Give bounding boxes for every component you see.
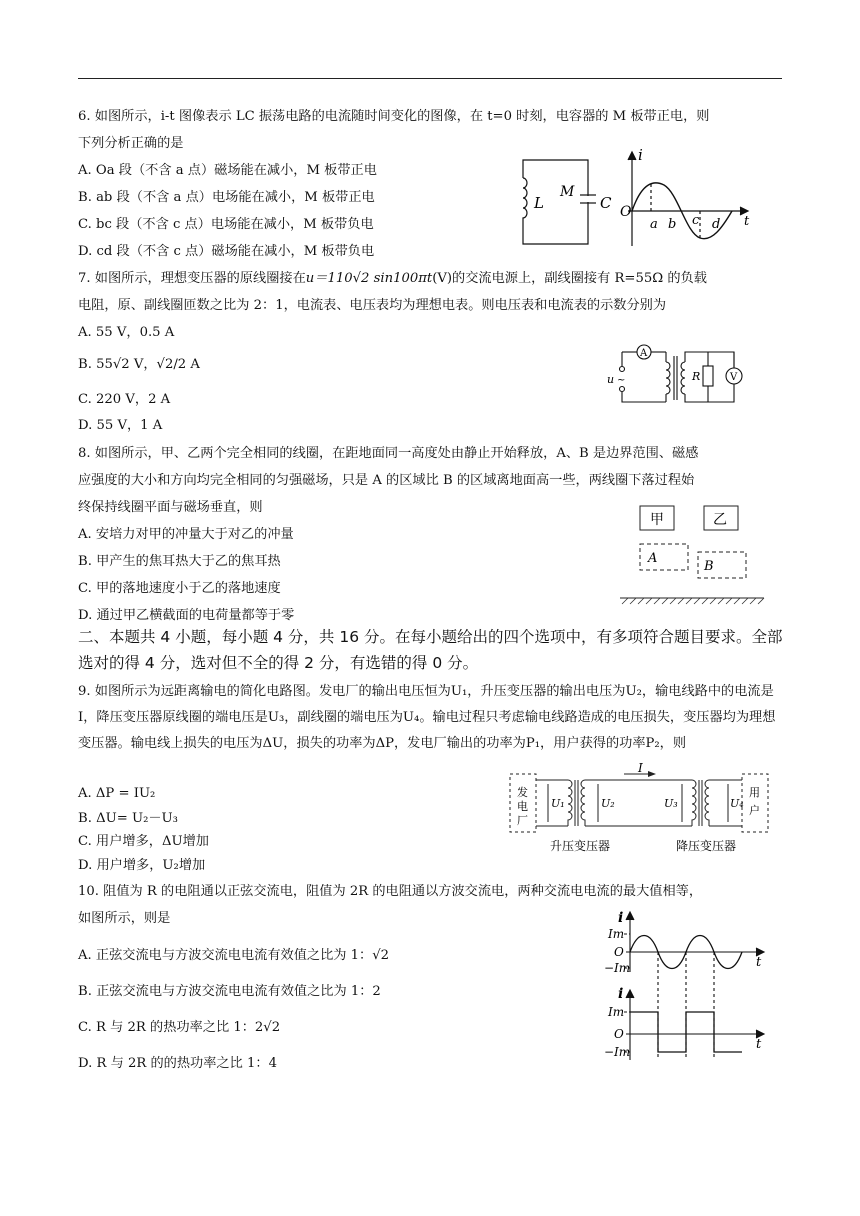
voltage-u4-label: U₄ [730,797,744,810]
sine-t-label: t [756,955,762,970]
q8-stem-line1: 8. 如图所示，甲、乙两个完全相同的线圈，在距地面同一高度处由静止开始释放，A、B 是边界范围、磁感 [78,446,699,461]
ammeter-label: A [640,348,648,359]
square-im-label: Im [608,1005,625,1019]
square-origin-label: O [614,1027,624,1041]
square-neg-im-label: −Im [604,1045,631,1059]
q6-figure [518,148,788,248]
sine-i-label: i [618,910,624,926]
section-2-heading [78,624,784,676]
sine-neg-im-label: −Im [604,961,631,975]
capacitor-plate-label: M [560,184,575,200]
user-char-1: 用 [749,786,760,799]
power-plant-char-2: 电 [517,800,528,813]
q8-option-d: D. 通过甲乙横截面的电荷量都等于零 [78,608,295,623]
q10-option-d: D. R 与 2R 的的热功率之比 1：4 [78,1056,277,1071]
q10-option-b: B. 正弦交流电与方波交流电电流有效值之比为 1：2 [78,984,381,999]
sine-wave-graph [624,912,764,1058]
square-i-label: i [618,986,624,1002]
power-plant-char-1: 发 [517,786,528,799]
resistor-label: R [692,370,701,383]
q8-stem-line3: 终保持线圈平面与磁场垂直，则 [78,500,263,515]
q10-stem-line1: 10. 阻值为 R 的电阻通以正弦交流电，阻值为 2R 的电阻通以方波交流电，两种交流电电流的最大值相等， [78,884,703,899]
voltage-u3-label: U₃ [664,797,678,810]
q7-stem-line1 [78,270,707,288]
graph-point-d: d [712,217,721,232]
header-rule [78,78,782,79]
q8-option-c: C. 甲的落地速度小于乙的落地速度 [78,581,281,596]
source-u-label: u [607,373,615,386]
q10-figure [604,904,774,1064]
field-a-label: A [648,551,658,566]
graph-point-c: c [692,213,700,228]
q7-option-b: B. 55√2 V，√2/2 A [78,357,200,372]
voltage-u2-label: U₂ [601,797,615,810]
sine-origin-label: O [614,945,624,959]
q7-option-c: C. 220 V，2 A [78,392,171,407]
q6-stem-line1: 6. 如图所示，i-t 图像表示 LC 振荡电路的电流随时间变化的图像，在 t=0 时刻，电容器的 M 板带正电，则 [78,109,710,124]
q9-option-b: B. ΔU= U₂－U₃ [78,811,178,826]
q8-option-a: A. 安培力对甲的冲量大于对乙的冲量 [78,527,294,542]
q7-voltage-formula: u＝110√2 sin100πt [305,271,433,286]
voltmeter-label: V [730,372,738,383]
q6-option-a: A. Oa 段（不含 a 点）磁场能在减小，M 板带正电 [78,163,377,178]
square-wave-graph [624,990,764,1060]
q6-option-b: B. ab 段（不含 a 点）电场能在减小，M 板带正电 [78,190,375,205]
step-down-transformer-label: 降压变压器 [676,839,737,853]
q6-option-c: C. bc 段（不含 c 点）电场能在减小，M 板带负电 [78,217,374,232]
current-time-graph [628,152,748,246]
sine-im-label: Im [608,927,625,941]
q6-option-d: D. cd 段（不含 c 点）磁场能在减小，M 板带负电 [78,244,375,259]
q9-option-d: D. 用户增多，U₂增加 [78,858,206,873]
q7-option-d: D. 55 V，1 A [78,418,163,433]
q7-stem-line2: 电阻，原、副线圈匝数之比为 2：1，电流表、电压表均为理想电表。则电压表和电流表的示数分别为 [78,298,667,313]
q7-stem-prefix: 7. 如图所示，理想变压器的原线圈接在 [78,271,306,286]
q9-transmission-diagram [506,761,776,862]
square-t-label: t [756,1037,762,1052]
graph-origin-label: O [620,204,632,220]
q7-transformer-circuit [604,340,754,410]
ground-hatching [622,598,764,604]
q6-stem-line2: 下列分析正确的是 [78,136,184,151]
power-plant-char-3: 厂 [517,814,528,827]
coil-yi-label: 乙 [713,512,727,528]
user-char-2: 户 [749,804,760,817]
section-2-text: 二、本题共 4 小题，每小题 4 分，共 16 分。在每小题给出的四个选项中，有多项符合题目要求。全部选对的得 4 分，选对但不全的得 2 分，有选错的得 0 分。 [78,628,783,672]
current-i-label: I [638,761,643,775]
graph-i-label: i [638,146,643,164]
ac-source-symbol: ~ [617,375,626,386]
graph-t-label: t [744,214,750,229]
voltage-u1-label: U₁ [551,797,565,810]
q7-option-a: A. 55 V，0.5 A [78,325,175,340]
q10-stem-line2: 如图所示，则是 [78,911,171,926]
q8-option-b: B. 甲产生的焦耳热大于乙的焦耳热 [78,554,281,569]
user-label [749,786,760,817]
q9-option-c: C. 用户增多，ΔU增加 [78,834,209,849]
graph-point-b: b [668,217,677,232]
inductor-label: L [534,194,544,212]
graph-point-a: a [650,217,658,232]
power-plant-label [517,785,528,827]
q9-option-a: A. ΔP = IU₂ [78,786,156,801]
q8-stem-line2: 应强度的大小和方向均完全相同的匀强磁场，只是 A 的区域比 B 的区域离地面高一些，两线圈下落过程始 [78,473,695,488]
q9-stem: 9. 如图所示为远距离输电的简化电路图。发电厂的输出电压恒为U₁，升压变压器的输出电压为U₂，输电线路中的电流是I，降压变压器原线圈的端电压是U₃，副线圈的端电压为U₄。输电过程只考虑输电线路造成的电压损失，变压器均为理想变压器。输电线上损失的电压为ΔU，损失的功率为ΔP，发电厂输出的功率为P₁，用户获得的功率P₂，则 [78,684,776,751]
step-up-transformer-label: 升压变压器 [550,839,611,853]
q10-option-c: C. R 与 2R 的热功率之比 1：2√2 [78,1020,281,1035]
q7-stem-suffix: (V)的交流电源上，副线圈接有 R=55Ω 的负载 [432,271,707,286]
q10-option-a: A. 正弦交流电与方波交流电电流有效值之比为 1：√2 [78,948,390,963]
field-b-label: B [704,559,714,574]
capacitor-label: C [600,194,612,212]
q8-coils-figure [616,502,776,612]
coil-jia-label: 甲 [650,512,664,528]
